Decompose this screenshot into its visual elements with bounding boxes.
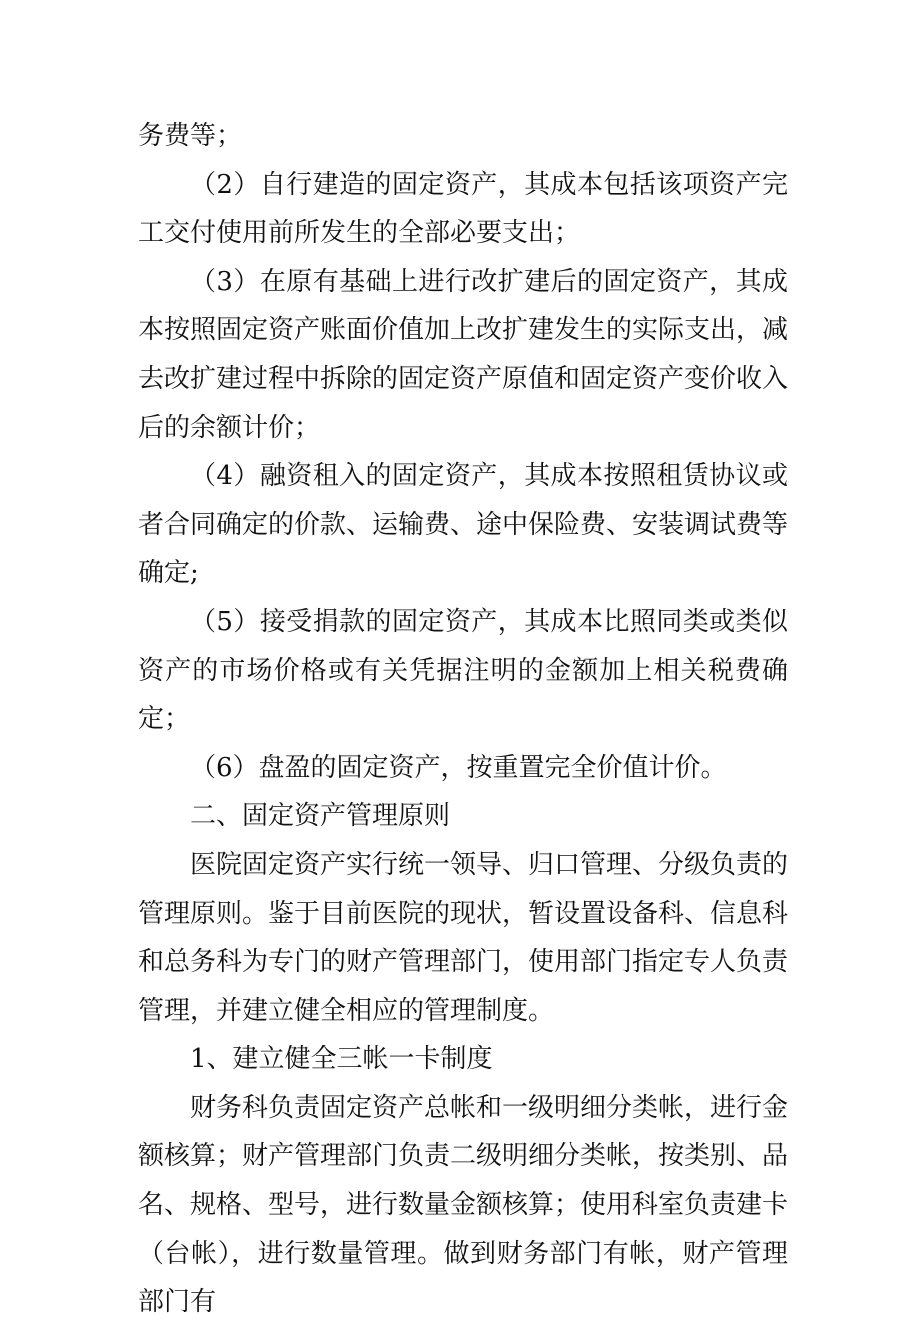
subheading-account-card-system: 1、建立健全三帐一卡制度: [190, 1044, 493, 1075]
body-text: [138, 112, 788, 1327]
paragraph-surplus-assets: （6）盘盈的固定资产，按重置完全价值计价。: [190, 752, 727, 783]
section-heading-management-principles: 二、固定资产管理原则: [190, 801, 451, 832]
paragraph-financing-lease: （4）融资租入的固定资产，其成本按照租赁协议或者合同确定的价款、运输费、途中保险费、安装调试费等确定;: [138, 461, 789, 589]
paragraph-renovated-assets: （3）在原有基础上进行改扩建后的固定资产，其成本按照固定资产账面价值加上改扩建发生的实际支出，减去改扩建过程中拆除的固定资产原值和固定资产变价收入后的余额计价；: [138, 266, 789, 443]
paragraph-continuation: 务费等；: [138, 121, 243, 151]
paragraph-self-built-assets: （2）自行建造的固定资产，其成本包括该项资产完工交付使用前所发生的全部必要支出；: [138, 169, 788, 249]
paragraph-management-principles: 医院固定资产实行统一领导、归口管理、分级负责的管理原则。鉴于目前医院的现状，暂设置设备科、信息科和总务科为专门的财产管理部门，使用部门指定专人负责管理，并建立健全相应的管理制度。: [138, 849, 789, 1026]
paragraph-donated-assets: （5）接受捐款的固定资产，其成本比照同类或类似资产的市场价格或有关凭据注明的金额加上相关税费确定；: [138, 606, 788, 735]
paragraph-account-card-system: 财务科负责固定资产总帐和一级明细分类帐，进行金额核算；财产管理部门负责二级明细分类帐，按类别、品名、规格、型号，进行数量金额核算；使用科室负责建卡（台帐），进行数量管理。做到财务部门有帐，财产管理部门有: [138, 1092, 789, 1318]
